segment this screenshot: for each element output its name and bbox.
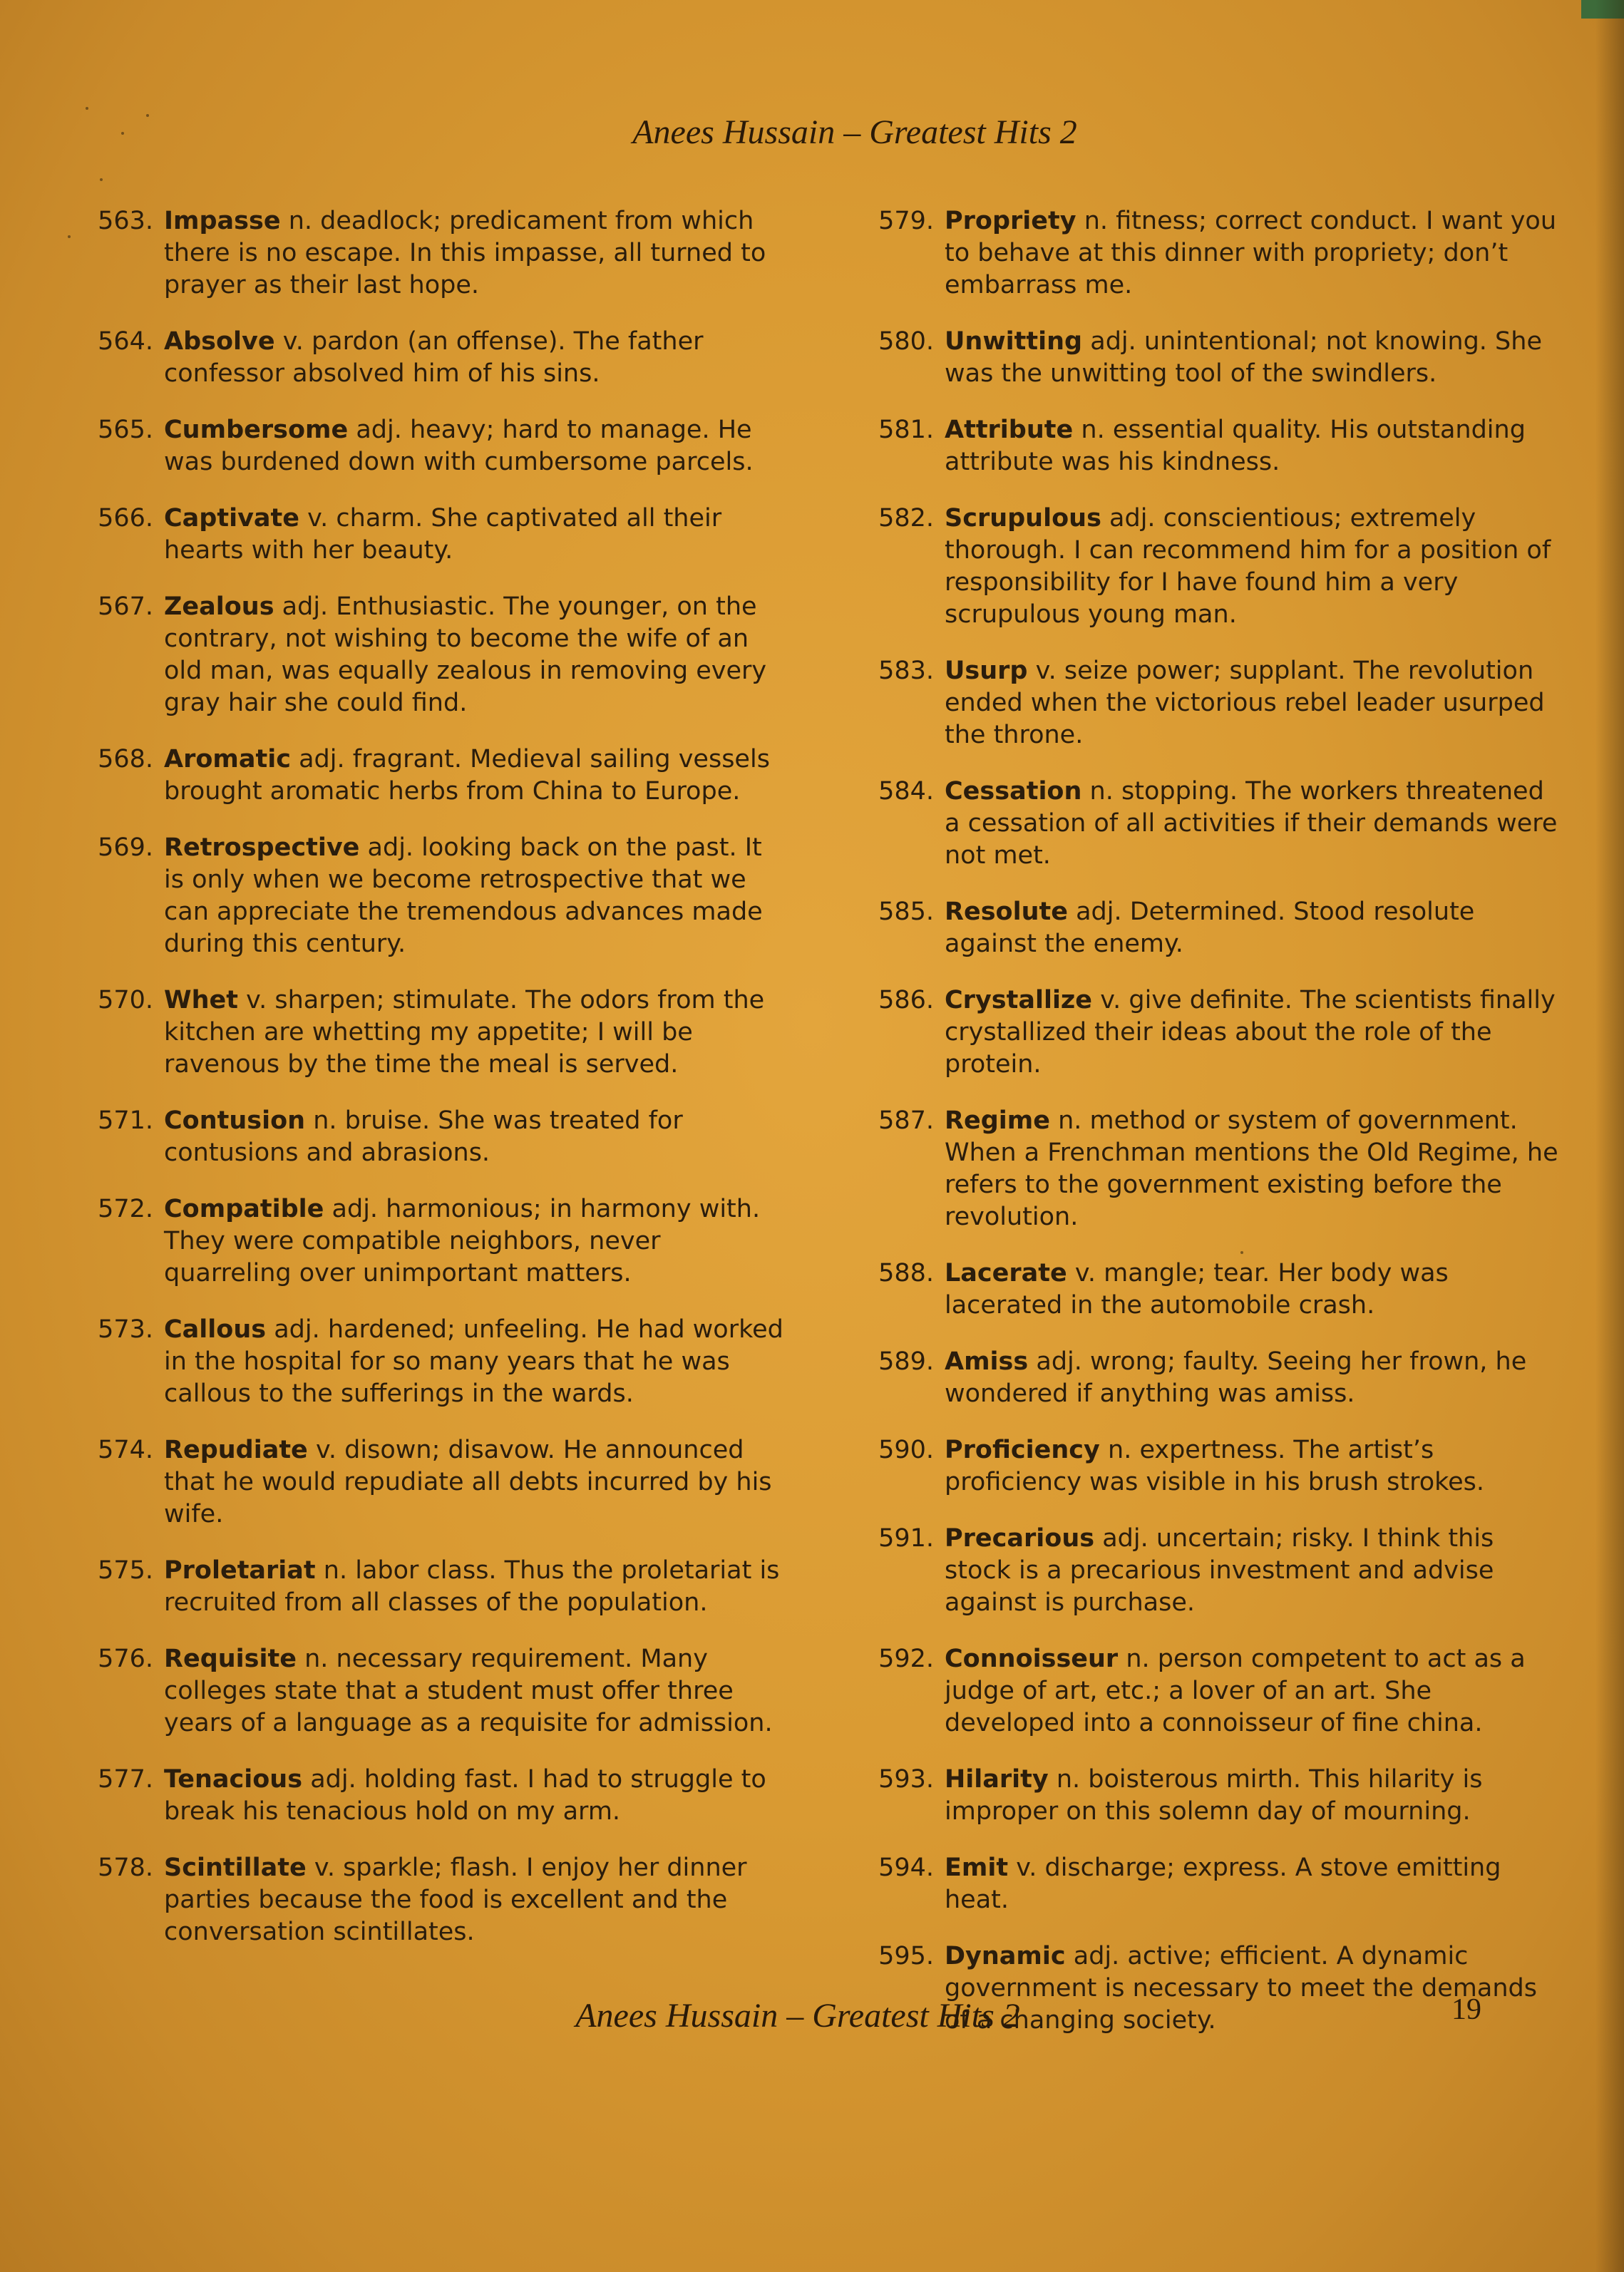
entry-word: Aromatic bbox=[164, 745, 291, 773]
paper-speck bbox=[68, 235, 71, 238]
entry-definition: v. discharge; express. A stove emitting heat. bbox=[945, 1854, 1501, 1914]
entry-word: Emit bbox=[945, 1854, 1009, 1882]
entry-word: Hilarity bbox=[945, 1765, 1049, 1794]
vocab-entry bbox=[852, 1346, 1565, 1410]
entry-number: 578. bbox=[98, 1854, 153, 1882]
entry-number: 591. bbox=[878, 1524, 934, 1553]
entry-number: 594. bbox=[878, 1854, 934, 1882]
vocab-entry bbox=[71, 205, 784, 302]
entry-definition: v. seize power; supplant. The revolution ended when the victorious rebel leader usurped the throne. bbox=[945, 657, 1545, 749]
entry-definition: v. charm. She captivated all their hearts with her beauty. bbox=[164, 504, 722, 565]
entry-word: Whet bbox=[164, 986, 238, 1014]
entry-definition: adj. looking back on the past. It is only when we become retrospective that we can appreciate the tremendous advances made during this century. bbox=[164, 833, 763, 958]
paper-speck bbox=[86, 107, 88, 110]
entry-word: Repudiate bbox=[164, 1436, 308, 1464]
entry-number: 592. bbox=[878, 1645, 934, 1673]
entry-definition: v. pardon (an offense). The father confessor absolved him of his sins. bbox=[164, 327, 704, 388]
entry-definition: v. sparkle; flash. I enjoy her dinner parties because the food is excellent and the conversation scintillates. bbox=[164, 1854, 747, 1946]
paper-speck bbox=[100, 178, 103, 181]
entry-definition: adj. Enthusiastic. The younger, on the contrary, not wishing to become the wife of an old man, was equally zealous in removing every gray hair she could find. bbox=[164, 592, 767, 717]
entry-word: Proletariat bbox=[164, 1556, 316, 1585]
entry-definition: adj. conscientious; extremely thorough. I can recommend him for a position of responsibility for I have found him a very scrupulous young man. bbox=[945, 504, 1551, 629]
vocab-entry bbox=[852, 1434, 1565, 1499]
entry-definition: adj. hardened; unfeeling. He had worked in the hospital for so many years that he was callous to the sufferings in the wards. bbox=[164, 1315, 783, 1408]
vocab-entry bbox=[852, 896, 1565, 960]
entry-number: 590. bbox=[878, 1436, 934, 1464]
entry-number: 586. bbox=[878, 986, 934, 1014]
entry-word: Unwitting bbox=[945, 327, 1083, 356]
entry-word: Regime bbox=[945, 1106, 1050, 1135]
entry-number: 585. bbox=[878, 898, 934, 926]
entry-definition: n. labor class. Thus the proletariat is recruited from all classes of the population. bbox=[164, 1556, 780, 1617]
entry-definition: n. necessary requirement. Many colleges state that a student must offer three years of a language as a requisite for admission. bbox=[164, 1645, 773, 1737]
entry-word: Tenacious bbox=[164, 1765, 303, 1794]
entry-word: Requisite bbox=[164, 1645, 297, 1673]
vocab-entry bbox=[71, 1193, 784, 1290]
entry-number: 595. bbox=[878, 1942, 934, 1970]
page-edge-shadow bbox=[1595, 0, 1624, 2272]
entry-word: Scrupulous bbox=[945, 504, 1101, 533]
entry-word: Crystallize bbox=[945, 986, 1093, 1014]
vocab-entry bbox=[71, 1105, 784, 1169]
vocab-entry bbox=[71, 503, 784, 567]
vocab-entry bbox=[852, 1105, 1565, 1233]
entry-number: 589. bbox=[878, 1347, 934, 1376]
entry-number: 568. bbox=[98, 745, 153, 773]
running-header: Anees Hussain – Greatest Hits 2 bbox=[632, 113, 1077, 151]
entry-definition: v. sharpen; stimulate. The odors from the kitchen are whetting my appetite; I will be ravenous by the time the meal is served. bbox=[164, 986, 765, 1079]
entry-word: Proficiency bbox=[945, 1436, 1100, 1464]
entry-number: 587. bbox=[878, 1106, 934, 1135]
vocab-entry bbox=[71, 832, 784, 960]
entry-definition: adj. fragrant. Medieval sailing vessels brought aromatic herbs from China to Europe. bbox=[164, 745, 770, 806]
vocab-entry bbox=[852, 1523, 1565, 1619]
vocab-entry bbox=[71, 326, 784, 390]
entry-number: 581. bbox=[878, 416, 934, 444]
entry-definition: adj. unintentional; not knowing. She was the unwitting tool of the swindlers. bbox=[945, 327, 1542, 388]
entry-definition: n. stopping. The workers threatened a cessation of all activities if their demands were not met. bbox=[945, 777, 1558, 870]
entry-number: 567. bbox=[98, 592, 153, 621]
entry-word: Retrospective bbox=[164, 833, 360, 862]
entry-definition: n. boisterous mirth. This hilarity is improper on this solemn day of mourning. bbox=[945, 1765, 1483, 1826]
vocab-entry bbox=[852, 205, 1565, 302]
entry-number: 570. bbox=[98, 986, 153, 1014]
entry-word: Usurp bbox=[945, 657, 1028, 685]
entry-number: 583. bbox=[878, 657, 934, 685]
entry-word: Connoisseur bbox=[945, 1645, 1119, 1673]
entry-word: Attribute bbox=[945, 416, 1074, 444]
entry-number: 574. bbox=[98, 1436, 153, 1464]
entry-definition: adj. holding fast. I had to struggle to break his tenacious hold on my arm. bbox=[164, 1765, 766, 1826]
vocab-entry bbox=[852, 655, 1565, 751]
entry-definition: adj. active; efficient. A dynamic government is necessary to meet the demands of a changing society. bbox=[945, 1942, 1537, 2035]
vocab-entry bbox=[71, 985, 784, 1081]
entry-word: Propriety bbox=[945, 207, 1076, 235]
vocab-entry bbox=[71, 414, 784, 478]
vocab-entry bbox=[852, 776, 1565, 872]
entry-word: Cessation bbox=[945, 777, 1082, 806]
entry-definition: v. disown; disavow. He announced that he would repudiate all debts incurred by his wife. bbox=[164, 1436, 772, 1528]
entry-number: 564. bbox=[98, 327, 153, 356]
entry-word: Captivate bbox=[164, 504, 299, 533]
vocab-entry bbox=[852, 503, 1565, 631]
entry-number: 582. bbox=[878, 504, 934, 533]
entry-definition: v. mangle; tear. Her body was lacerated in the automobile crash. bbox=[945, 1259, 1449, 1320]
entry-number: 565. bbox=[98, 416, 153, 444]
entry-number: 563. bbox=[98, 207, 153, 235]
entry-word: Contusion bbox=[164, 1106, 306, 1135]
vocab-entry bbox=[71, 1314, 784, 1410]
entry-word: Callous bbox=[164, 1315, 267, 1344]
entry-definition: n. deadlock; predicament from which there is no escape. In this impasse, all turned to prayer as their last hope. bbox=[164, 207, 766, 299]
entry-number: 573. bbox=[98, 1315, 153, 1344]
entry-word: Lacerate bbox=[945, 1259, 1067, 1287]
entry-word: Precarious bbox=[945, 1524, 1095, 1553]
entry-word: Absolve bbox=[164, 327, 275, 356]
entry-word: Cumbersome bbox=[164, 416, 349, 444]
entry-definition: adj. Determined. Stood resolute against the enemy. bbox=[945, 898, 1475, 958]
entry-definition: adj. wrong; faulty. Seeing her frown, he wondered if anything was amiss. bbox=[945, 1347, 1527, 1408]
vocab-entry bbox=[852, 1643, 1565, 1739]
entry-number: 572. bbox=[98, 1195, 153, 1223]
entry-definition: n. expertness. The artist’s proficiency was visible in his brush strokes. bbox=[945, 1436, 1485, 1496]
entry-number: 579. bbox=[878, 207, 934, 235]
entry-word: Resolute bbox=[945, 898, 1068, 926]
entry-word: Compatible bbox=[164, 1195, 324, 1223]
entry-definition: v. give definite. The scientists finally crystallized their ideas about the role of the protein. bbox=[945, 986, 1556, 1079]
entry-definition: n. person competent to act as a judge of art, etc.; a lover of an art. She developed into a connoisseur of fine china. bbox=[945, 1645, 1526, 1737]
entry-definition: adj. heavy; hard to manage. He was burdened down with cumbersome parcels. bbox=[164, 416, 754, 476]
vocab-entry bbox=[852, 1764, 1565, 1828]
entry-definition: n. method or system of government. When a Frenchman mentions the Old Regime, he refers to the government existing before the revolution. bbox=[945, 1106, 1558, 1231]
vocab-entry bbox=[71, 1555, 784, 1619]
entry-number: 593. bbox=[878, 1765, 934, 1794]
vocab-entry bbox=[71, 1852, 784, 1948]
vocab-entry bbox=[71, 1643, 784, 1739]
entry-definition: adj. uncertain; risky. I think this stock is a precarious investment and advise against is purchase. bbox=[945, 1524, 1494, 1617]
entry-definition: adj. harmonious; in harmony with. They were compatible neighbors, never quarreling over unimportant matters. bbox=[164, 1195, 761, 1287]
page-number: 19 bbox=[1451, 1993, 1481, 2026]
vocab-entry bbox=[852, 1258, 1565, 1322]
entry-word: Zealous bbox=[164, 592, 274, 621]
entry-word: Impasse bbox=[164, 207, 281, 235]
vocab-entry bbox=[852, 326, 1565, 390]
entry-number: 571. bbox=[98, 1106, 153, 1135]
entry-definition: n. essential quality. His outstanding attribute was his kindness. bbox=[945, 416, 1526, 476]
vocab-entry bbox=[71, 744, 784, 808]
vocab-entry bbox=[71, 591, 784, 719]
entry-word: Amiss bbox=[945, 1347, 1029, 1376]
vocab-entry bbox=[71, 1764, 784, 1828]
entry-number: 575. bbox=[98, 1556, 153, 1585]
entry-number: 566. bbox=[98, 504, 153, 533]
entry-word: Scintillate bbox=[164, 1854, 307, 1882]
entry-number: 580. bbox=[878, 327, 934, 356]
entry-number: 569. bbox=[98, 833, 153, 862]
left-column bbox=[71, 205, 784, 1973]
entry-word: Dynamic bbox=[945, 1942, 1066, 1970]
vocab-entry bbox=[852, 1852, 1565, 1916]
running-footer: Anees Hussain – Greatest Hits 2 bbox=[575, 1997, 1020, 2035]
right-column bbox=[852, 205, 1565, 2061]
vocab-entry bbox=[852, 985, 1565, 1081]
entry-definition: n. bruise. She was treated for contusions and abrasions. bbox=[164, 1106, 683, 1167]
entry-number: 584. bbox=[878, 777, 934, 806]
entry-number: 588. bbox=[878, 1259, 934, 1287]
entry-definition: n. fitness; correct conduct. I want you to behave at this dinner with propriety; don’t embarrass me. bbox=[945, 207, 1557, 299]
vocab-entry bbox=[852, 414, 1565, 478]
entry-number: 576. bbox=[98, 1645, 153, 1673]
entry-number: 577. bbox=[98, 1765, 153, 1794]
vocab-entry bbox=[71, 1434, 784, 1531]
